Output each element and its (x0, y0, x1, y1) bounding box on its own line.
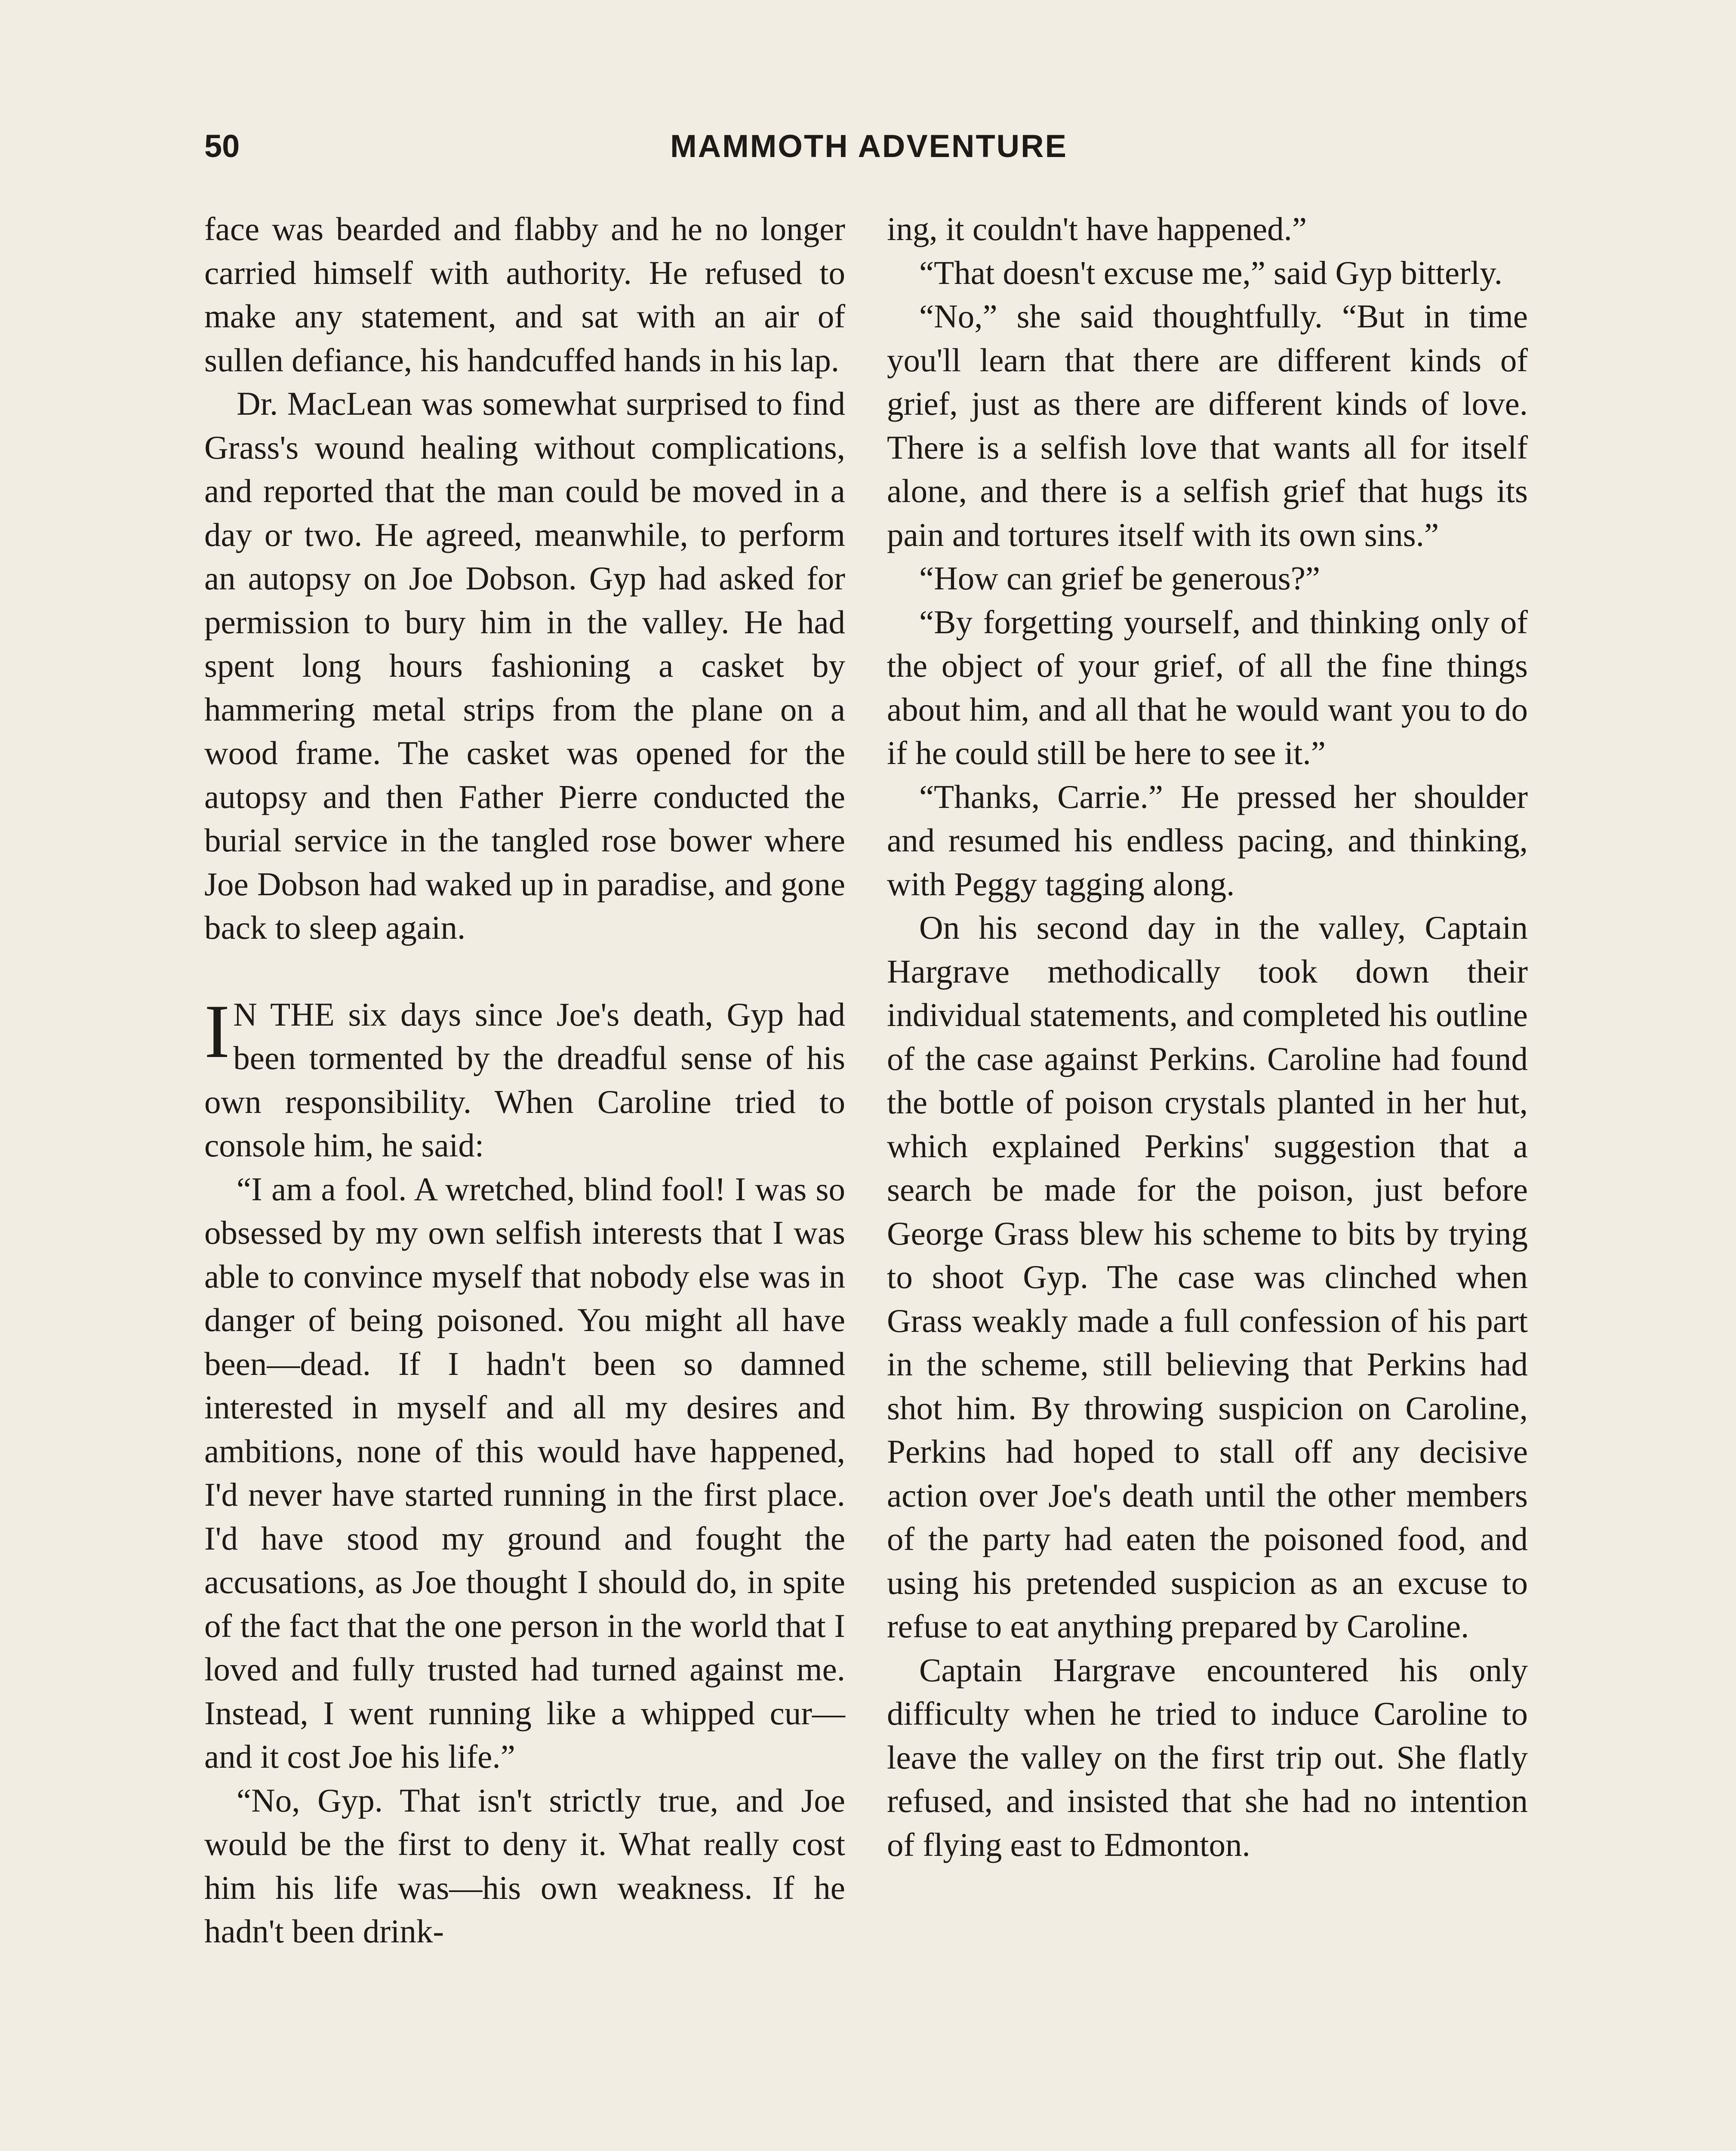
section-start-paragraph (204, 988, 845, 1168)
running-title: MAMMOTH ADVENTURE (670, 128, 1068, 164)
paragraph: “Thanks, Carrie.” He pressed her shoulder and resumed his endless pacing, and thinking, with Peggy tagging along. (887, 778, 1528, 903)
lead-in-text: N THE (233, 995, 335, 1033)
paragraph: “No, Gyp. That isn't strictly true, and Joe would be the first to deny it. What really cost him his life was—his own weakness. If he hadn't been drink- (204, 1781, 845, 1950)
drop-cap: I (204, 988, 230, 1074)
paragraph: Dr. MacLean was somewhat surprised to find Grass's wound healing without complications, and reported that the man could be moved in a day or two. He agreed, meanwhile, to perform an autopsy on Joe Dobson. Gyp had asked for permission to bury him in the valley. He had spent long hours fashioning a casket by hammering metal strips from the plane on a wood frame. The casket was opened for the autopsy and then Father Pierre conducted the burial service in the tangled rose bower where Joe Dobson had waked up in paradise, and gone back to sleep again. (204, 385, 845, 946)
right-column (887, 207, 1528, 1867)
paragraph: ing, it couldn't have happened.” (887, 210, 1307, 247)
page-header (204, 125, 1533, 172)
paragraph: “By forgetting yourself, and thinking only of the object of your grief, of all the fine things about him, and all that he would want you to do if he could still be here to see it.” (887, 603, 1528, 771)
paragraph: On his second day in the valley, Captain Hargrave methodically took down their individual statements, and completed his outline of the case against Perkins. Caroline had found the bottle of poison crystals planted in her hut, which explained Perkins' suggestion that a search be made for the poison, just before George Grass blew his scheme to bits by trying to shoot Gyp. The case was clinched when Grass weakly made a full confession of his part in the scheme, still believing that Perkins had shot him. By throwing suspicion on Caroline, Perkins had hoped to stall off any decisive action over Joe's death until the other members of the party had eaten the poisoned food, and using his pretended suspicion as an excuse to refuse to eat anything prepared by Caroline. (887, 909, 1528, 1645)
paragraph: “That doesn't excuse me,” said Gyp bitterly. (919, 254, 1502, 291)
paragraph: “No,” she said thoughtfully. “But in time you'll learn that there are different kinds of grief, just as there are different kinds of love. There is a selfish love that wants all for itself alone, and there is a selfish grief that hugs its pain and tortures itself with its own sins.” (887, 298, 1528, 553)
paragraph: face was bearded and flabby and he no longer carried himself with authority. He refused to make any statement, and sat with an air of sullen defiance, his handcuffed hands in his lap. (204, 210, 845, 379)
page-number: 50 (204, 128, 240, 164)
left-column (204, 207, 845, 1954)
paragraph-text: six days since Joe's death, Gyp had been tormented by the dreadful sense of his own responsibility. When Caroline tried to console him, he said: (204, 995, 845, 1164)
paragraph: “How can grief be generous?” (919, 560, 1320, 597)
paragraph: “I am a fool. A wretched, blind fool! I was so obsessed by my own selfish interests that I was able to convince myself that nobody else was in danger of being poisoned. You might all have been—dead. If I hadn't been so damned interested in myself and all my desires and ambitions, none of this would have happened, I'd never have started running in the first place. I'd have stood my ground and fought the accusations, as Joe thought I should do, in spite of the fact that the one person in the world that I loved and fully trusted had turned against me. Instead, I went running like a whipped cur—and it cost Joe his life.” (204, 1170, 845, 1775)
paragraph: Captain Hargrave encountered his only difficulty when he tried to induce Caroline to leave the valley on the first trip out. She flatly refused, and insisted that she had no intention of flying east to Edmonton. (887, 1651, 1528, 1863)
